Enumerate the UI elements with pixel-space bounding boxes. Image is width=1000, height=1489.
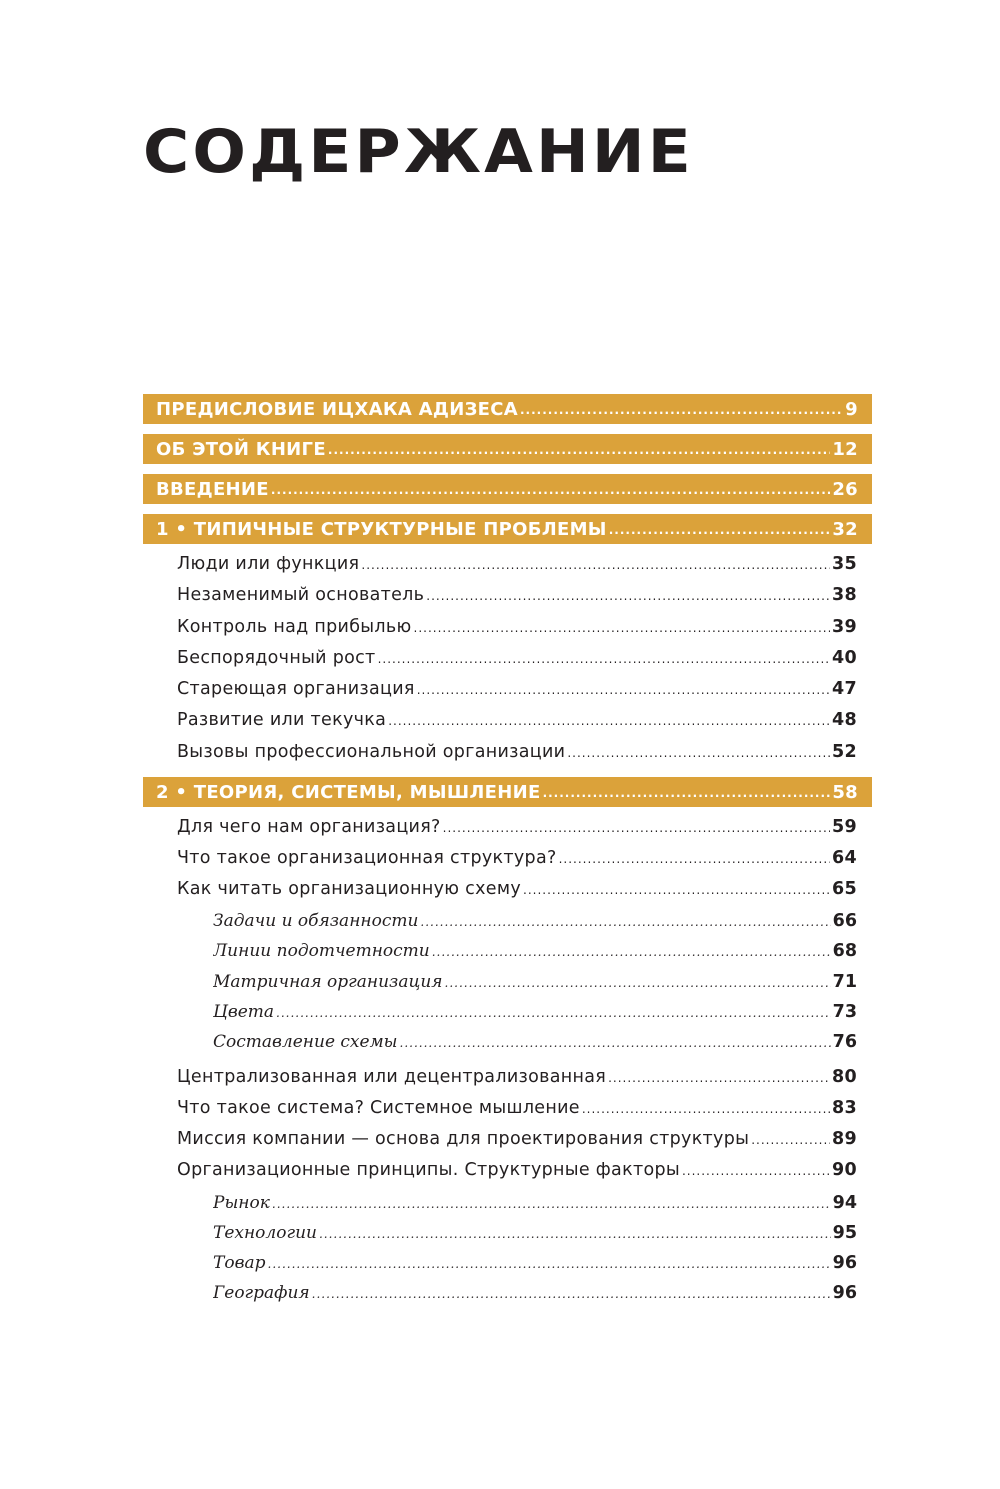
entry-title: Люди или функция — [177, 554, 360, 574]
dot-leader — [426, 589, 830, 610]
toc-entry[interactable] — [177, 874, 857, 904]
entry-title: Задачи и обязанности — [213, 911, 419, 931]
page-number: 35 — [832, 554, 857, 574]
toc-chapter[interactable] — [143, 474, 872, 504]
page-number: 95 — [832, 1223, 857, 1243]
entry-title: Для чего нам организация? — [177, 817, 441, 837]
toc-entry[interactable] — [177, 1093, 857, 1123]
toc-entry[interactable] — [177, 674, 857, 704]
page-number: 83 — [832, 1098, 857, 1118]
toc-entry[interactable] — [213, 906, 857, 936]
dot-leader — [751, 1133, 830, 1154]
toc-chapter[interactable] — [143, 514, 872, 544]
toc-entry[interactable] — [213, 1218, 857, 1248]
entry-title: Технологии — [213, 1223, 317, 1243]
entry-title: Развитие или текучка — [177, 710, 387, 730]
toc-entry[interactable] — [213, 1248, 857, 1278]
page-number: 58 — [832, 781, 858, 803]
dot-leader — [272, 1197, 831, 1218]
dot-leader — [400, 1036, 831, 1057]
toc-entry[interactable] — [213, 1278, 857, 1308]
page-number: 90 — [832, 1160, 857, 1180]
dot-leader — [445, 976, 831, 997]
entry-title: Вызовы профессиональной организации — [177, 742, 566, 762]
dot-leader — [567, 746, 830, 767]
entry-title: Незаменимый основатель — [177, 585, 425, 605]
toc-entry[interactable] — [177, 1124, 857, 1154]
page-number: 26 — [832, 478, 858, 500]
toc-entry[interactable] — [177, 612, 857, 642]
entry-title: Линии подотчетности — [213, 941, 430, 961]
dot-leader — [420, 915, 830, 936]
toc-entry[interactable] — [213, 967, 857, 997]
entry-title: Цвета — [213, 1002, 275, 1022]
dot-leader — [559, 852, 830, 873]
toc-chapter[interactable] — [143, 394, 872, 424]
dot-leader — [312, 1287, 831, 1308]
toc-entry[interactable] — [213, 936, 857, 966]
entry-title: Беспорядочный рост — [177, 648, 376, 668]
entry-title: География — [213, 1283, 310, 1303]
dot-leader — [608, 1071, 830, 1092]
page-number: 9 — [845, 398, 858, 420]
page-number: 71 — [832, 972, 857, 992]
page-number: 39 — [832, 617, 857, 637]
page-number: 38 — [832, 585, 857, 605]
dot-leader — [276, 1006, 831, 1027]
entry-title: Что такое система? Системное мышление — [177, 1098, 580, 1118]
dot-leader — [417, 683, 830, 704]
page-number: 47 — [832, 679, 857, 699]
entry-title: ПРЕДИСЛОВИЕ ИЦХАКА АДИЗЕСА — [156, 398, 518, 420]
page-number: 32 — [832, 518, 858, 540]
toc-entry[interactable] — [213, 1188, 857, 1218]
entry-title: Что такое организационная структура? — [177, 848, 557, 868]
toc-entry[interactable] — [177, 1062, 857, 1092]
page-number: 64 — [832, 848, 857, 868]
toc-entry[interactable] — [177, 580, 857, 610]
page-number: 59 — [832, 817, 857, 837]
entry-title: Стареющая организация — [177, 679, 415, 699]
entry-title: Централизованная или децентрализованная — [177, 1067, 607, 1087]
page-number: 76 — [832, 1032, 857, 1052]
page-number: 12 — [832, 438, 858, 460]
dot-leader — [271, 483, 830, 504]
dot-leader — [414, 621, 831, 642]
toc-entry[interactable] — [177, 705, 857, 735]
entry-title: Контроль над прибылью — [177, 617, 412, 637]
dot-leader — [328, 443, 830, 464]
toc-entry[interactable] — [177, 812, 857, 842]
dot-leader — [268, 1257, 831, 1278]
dot-leader — [361, 558, 830, 579]
dot-leader — [319, 1227, 831, 1248]
toc-chapter[interactable] — [143, 434, 872, 464]
toc-entry[interactable] — [213, 997, 857, 1027]
dot-leader — [682, 1164, 830, 1185]
dot-leader — [388, 714, 830, 735]
page-number: 89 — [832, 1129, 857, 1149]
entry-title: 2 • ТЕОРИЯ, СИСТЕМЫ, МЫШЛЕНИЕ — [156, 781, 541, 803]
entry-title: Миссия компании — основа для проектирования структуры — [177, 1129, 750, 1149]
page-number: 52 — [832, 742, 857, 762]
page-title: СОДЕРЖАНИЕ — [143, 117, 694, 187]
page-number: 48 — [832, 710, 857, 730]
dot-leader — [523, 883, 830, 904]
entry-title: Как читать организационную схему — [177, 879, 521, 899]
dot-leader — [520, 403, 843, 424]
dot-leader — [609, 523, 831, 544]
page-number: 94 — [832, 1193, 857, 1213]
dot-leader — [443, 821, 830, 842]
page-number: 96 — [832, 1283, 857, 1303]
page-number: 66 — [832, 911, 857, 931]
entry-title: 1 • ТИПИЧНЫЕ СТРУКТУРНЫЕ ПРОБЛЕМЫ — [156, 518, 607, 540]
toc-entry[interactable] — [177, 549, 857, 579]
toc-chapter[interactable] — [143, 777, 872, 807]
entry-title: Матричная организация — [213, 972, 443, 992]
toc-entry[interactable] — [177, 1155, 857, 1185]
toc-entry[interactable] — [177, 843, 857, 873]
dot-leader — [378, 652, 830, 673]
toc-entry[interactable] — [177, 643, 857, 673]
toc-entry[interactable] — [213, 1027, 857, 1057]
page-number: 68 — [832, 941, 857, 961]
page-number: 96 — [832, 1253, 857, 1273]
entry-title: Составление схемы — [213, 1032, 398, 1052]
toc-entry[interactable] — [177, 737, 857, 767]
dot-leader — [543, 786, 831, 807]
dot-leader — [582, 1102, 830, 1123]
entry-title: Товар — [213, 1253, 266, 1273]
page-number: 80 — [832, 1067, 857, 1087]
entry-title: ВВЕДЕНИЕ — [156, 478, 269, 500]
entry-title: ОБ ЭТОЙ КНИГЕ — [156, 438, 326, 460]
page-number: 73 — [832, 1002, 857, 1022]
page-number: 65 — [832, 879, 857, 899]
dot-leader — [432, 945, 831, 966]
page-number: 40 — [832, 648, 857, 668]
entry-title: Рынок — [213, 1193, 270, 1213]
entry-title: Организационные принципы. Структурные факторы — [177, 1160, 680, 1180]
